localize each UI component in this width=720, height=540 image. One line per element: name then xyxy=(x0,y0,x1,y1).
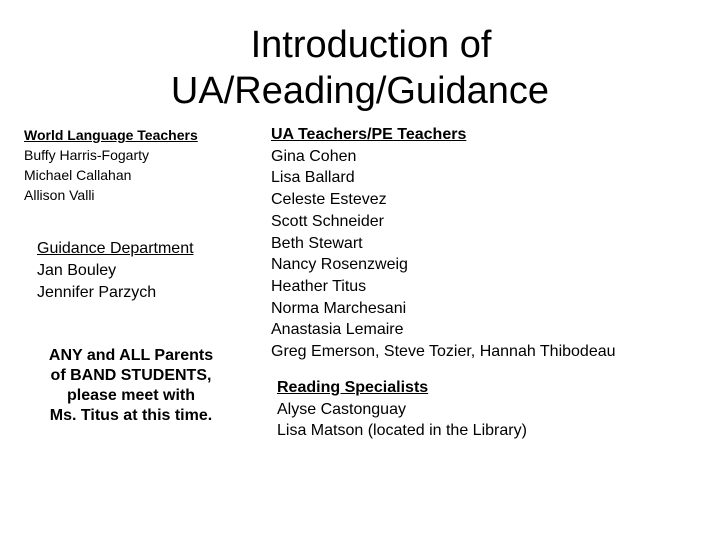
ua-teacher-name: Heather Titus xyxy=(271,277,367,295)
ua-teacher-name: Norma Marchesani xyxy=(271,299,407,317)
ua-teacher-name: Greg Emerson, Steve Tozier, Hannah Thibodeau xyxy=(271,343,616,361)
band-notice-line: Ms. Titus at this time. xyxy=(49,407,213,424)
reading-specialists-section xyxy=(277,377,697,442)
ua-teacher-name: Lisa Ballard xyxy=(271,169,355,187)
band-notice-line: of BAND STUDENTS, xyxy=(50,367,212,384)
ua-teacher-name: Anastasia Lemaire xyxy=(271,321,404,339)
world-language-heading: World Language Teachers xyxy=(24,127,198,143)
title-line-1: Introduction of xyxy=(250,24,492,66)
guidance-heading: Guidance Department xyxy=(37,240,194,257)
guidance-name: Jennifer Parzych xyxy=(37,284,157,301)
guidance-name: Jan Bouley xyxy=(37,262,117,279)
ua-teachers-heading: UA Teachers/PE Teachers xyxy=(271,126,467,143)
reading-specialist-name: Lisa Matson (located in the Library) xyxy=(277,422,527,439)
ua-teacher-name: Nancy Rosenzweig xyxy=(271,256,408,274)
ua-teachers-section xyxy=(271,124,711,363)
world-language-name: Allison Valli xyxy=(24,187,95,203)
reading-specialist-name: Alyse Castonguay xyxy=(277,400,406,418)
guidance-section xyxy=(37,238,237,304)
reading-specialists-heading: Reading Specialists xyxy=(277,379,429,396)
ua-teacher-name: Beth Stewart xyxy=(271,234,363,252)
band-notice-line: please meet with xyxy=(66,387,196,404)
ua-teacher-name: Scott Schneider xyxy=(271,212,384,230)
ua-teacher-name: Gina Cohen xyxy=(271,147,357,165)
world-language-section xyxy=(24,125,234,205)
band-notice xyxy=(28,346,234,426)
ua-teacher-name: Celeste Estevez xyxy=(271,191,387,209)
world-language-name: Buffy Harris-Fogarty xyxy=(24,147,149,163)
band-notice-line: ANY and ALL Parents xyxy=(48,347,214,364)
slide-title xyxy=(150,22,570,114)
title-line-2: UA/Reading/Guidance xyxy=(170,70,550,112)
world-language-name: Michael Callahan xyxy=(24,167,132,183)
